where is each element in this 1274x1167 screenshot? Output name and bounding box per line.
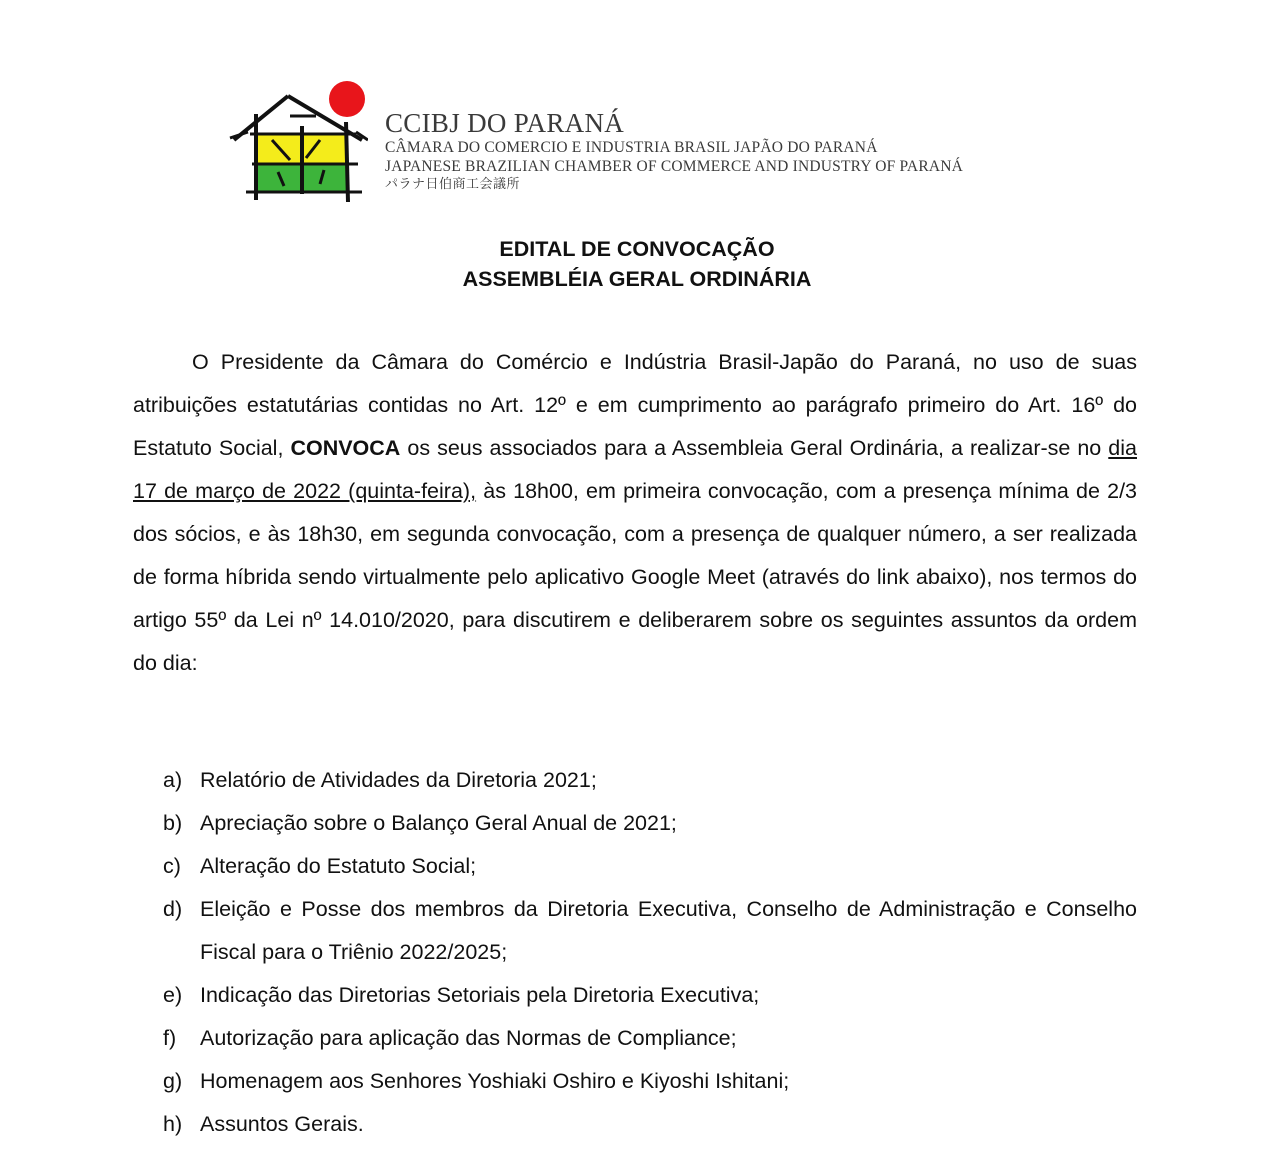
organization-name-japanese: パラナ日伯商工会議所 bbox=[385, 177, 521, 192]
letterhead bbox=[228, 74, 1028, 204]
agenda-item-text: Apreciação sobre o Balanço Geral Anual de 2021; bbox=[200, 811, 677, 835]
agenda-item-marker: g) bbox=[163, 1069, 183, 1093]
agenda-item-marker: h) bbox=[163, 1112, 183, 1136]
paragraph-part-2: os seus associados para a Assembleia Geral Ordinária, a realizar-se no bbox=[407, 436, 1102, 460]
convocation-paragraph bbox=[133, 341, 1137, 685]
agenda-list bbox=[163, 759, 1137, 1146]
agenda-item bbox=[163, 1017, 1137, 1060]
convoca-emphasis: CONVOCA bbox=[290, 436, 401, 460]
organization-name-portuguese: CÂMARA DO COMERCIO E INDUSTRIA BRASIL JAPÃO DO PARANÁ bbox=[385, 139, 878, 156]
organization-block bbox=[385, 108, 963, 194]
agenda-item-marker: d) bbox=[163, 897, 183, 921]
ccibj-house-sun-logo bbox=[228, 74, 368, 202]
agenda-item bbox=[163, 845, 1137, 888]
agenda-item-text: Homenagem aos Senhores Yoshiaki Oshiro e Kiyoshi Ishitani; bbox=[200, 1069, 790, 1093]
agenda-item bbox=[163, 759, 1137, 802]
meeting-date: dia 17 de março de 2022 (quinta-feira), bbox=[133, 436, 1137, 503]
document-title-line-2: ASSEMBLÉIA GERAL ORDINÁRIA bbox=[462, 267, 812, 291]
agenda-item-marker: c) bbox=[163, 854, 181, 878]
organization-name: CCIBJ DO PARANÁ bbox=[385, 108, 625, 138]
agenda-item-marker: f) bbox=[163, 1026, 177, 1050]
agenda-item bbox=[163, 802, 1137, 845]
paragraph-part-1: O Presidente da Câmara do Comércio e Indústria Brasil-Japão do Paraná, no uso de suas atribuições estatutárias contidas no Art. 12º e em cumprimento ao parágrafo primeiro do Art. 16º do Estatuto Social, bbox=[133, 350, 1137, 460]
agenda-item-marker: a) bbox=[163, 768, 183, 792]
agenda-item-marker: e) bbox=[163, 983, 183, 1007]
document-title-line-1: EDITAL DE CONVOCAÇÃO bbox=[499, 237, 775, 261]
agenda-item bbox=[163, 1103, 1137, 1146]
agenda-item-text: Autorização para aplicação das Normas de Compliance; bbox=[200, 1026, 737, 1050]
agenda-item-text: Relatório de Atividades da Diretoria 2021; bbox=[200, 768, 597, 792]
agenda-item bbox=[163, 974, 1137, 1017]
agenda-item bbox=[163, 1060, 1137, 1103]
agenda-item-text: Indicação das Diretorias Setoriais pela Diretoria Executiva; bbox=[200, 983, 760, 1007]
agenda-item-text: Eleição e Posse dos membros da Diretoria Executiva, Conselho de Administração e Conselho Fiscal para o Triênio 2022/2025; bbox=[200, 897, 1137, 964]
agenda-item bbox=[163, 888, 1137, 974]
agenda-item-marker: b) bbox=[163, 811, 183, 835]
document-title bbox=[0, 234, 1274, 294]
agenda-item-text: Alteração do Estatuto Social; bbox=[200, 854, 477, 878]
organization-name-english: JAPANESE BRAZILIAN CHAMBER OF COMMERCE AND INDUSTRY OF PARANÁ bbox=[385, 158, 964, 175]
agenda-item-text: Assuntos Gerais. bbox=[200, 1112, 364, 1136]
paragraph-part-3: às 18h00, em primeira convocação, com a presença mínima de 2/3 dos sócios, e às 18h30, em segunda convocação, com a presença de qualquer número, a ser realizada de forma híbrida sendo virtualmente pelo aplicativo Google Meet (através do link abaixo), nos termos do artigo 55º da Lei nº 14.010/2020, para discutirem e deliberarem sobre os seguintes assuntos da ordem do dia: bbox=[133, 479, 1138, 675]
